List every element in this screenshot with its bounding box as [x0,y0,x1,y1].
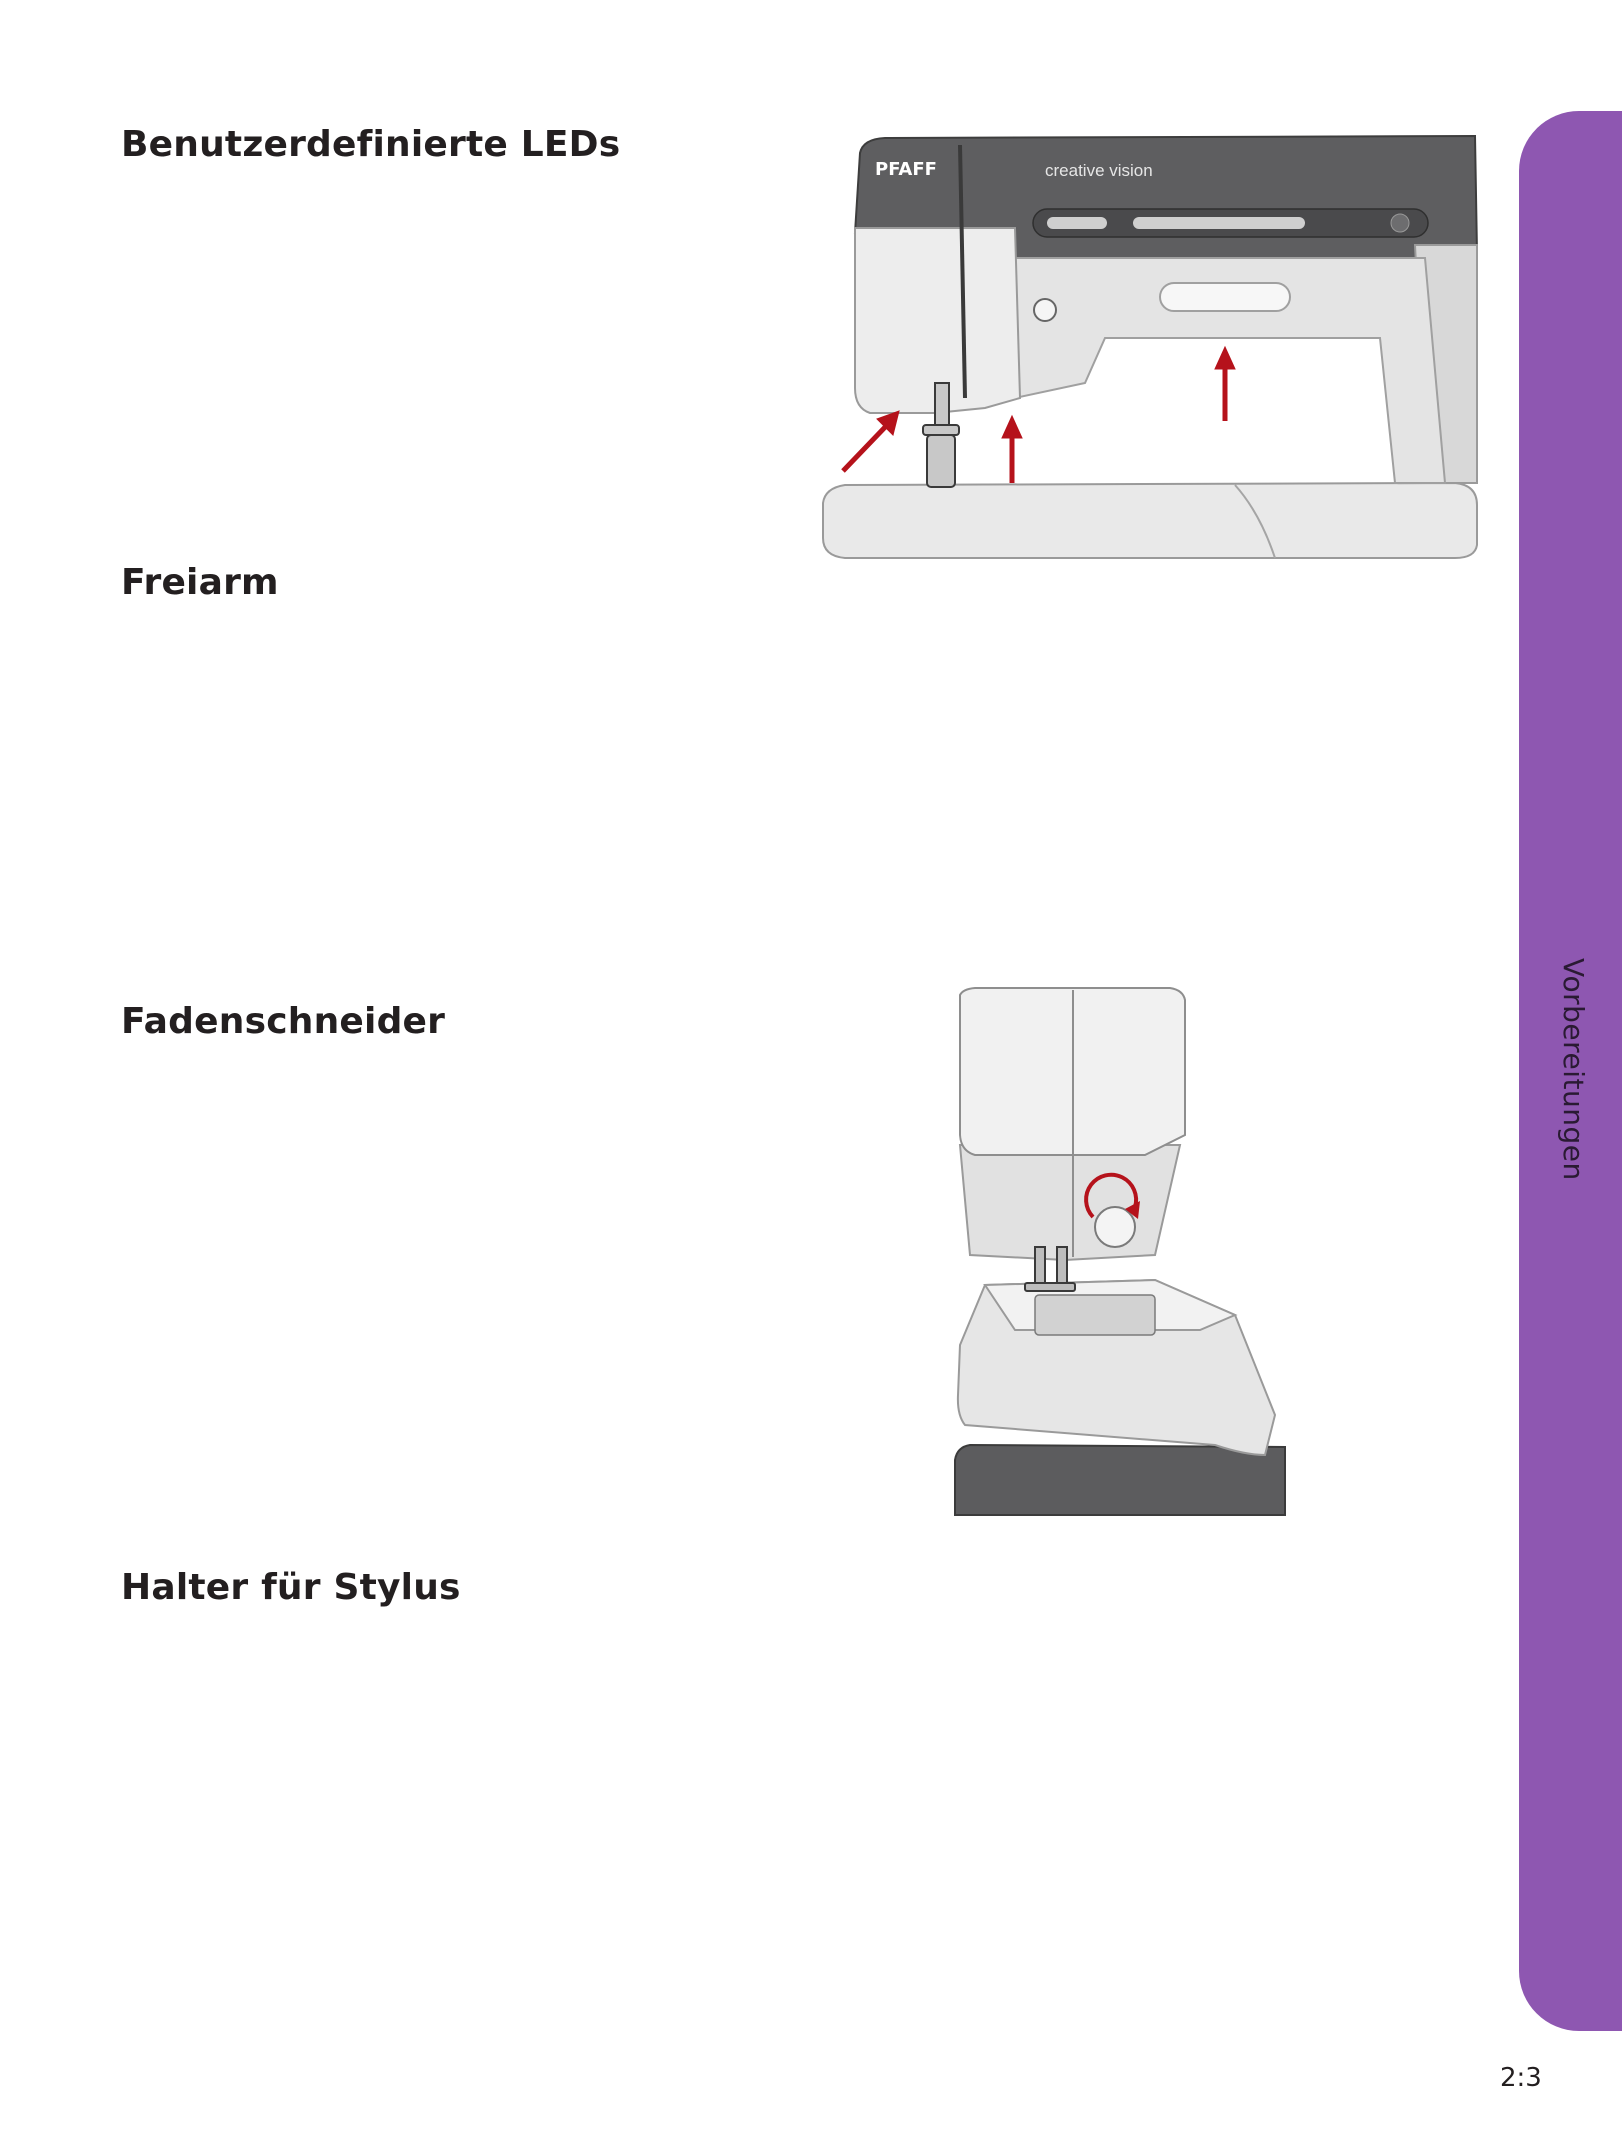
idt-dial [1391,214,1409,232]
led-window [1160,283,1290,311]
model-label: creative vision [1045,161,1153,180]
thread-cutter-knob [1034,299,1056,321]
section-tab-label: Vorbereitungen [1557,958,1590,1181]
heading-benutzerdefinierte-leds: Benutzerdefinierte LEDs [121,124,621,165]
page-number: 2:3 [1500,2063,1542,2093]
handwheel [1095,1207,1135,1247]
machine-column [960,1145,1180,1260]
heading-freiarm: Freiarm [121,562,279,603]
heading-halter-fuer-stylus: Halter für Stylus [121,1567,461,1608]
sewing-machine-led-illustration [815,133,1485,563]
button-row [1047,217,1305,229]
needle-plate [1035,1295,1155,1335]
machine-bed [823,483,1477,558]
heading-fadenschneider: Fadenschneider [121,1001,446,1042]
sewing-machine-side-illustration [945,985,1300,1525]
machine-base-plate [955,1445,1285,1515]
brand-logo: PFAFF [875,159,937,180]
